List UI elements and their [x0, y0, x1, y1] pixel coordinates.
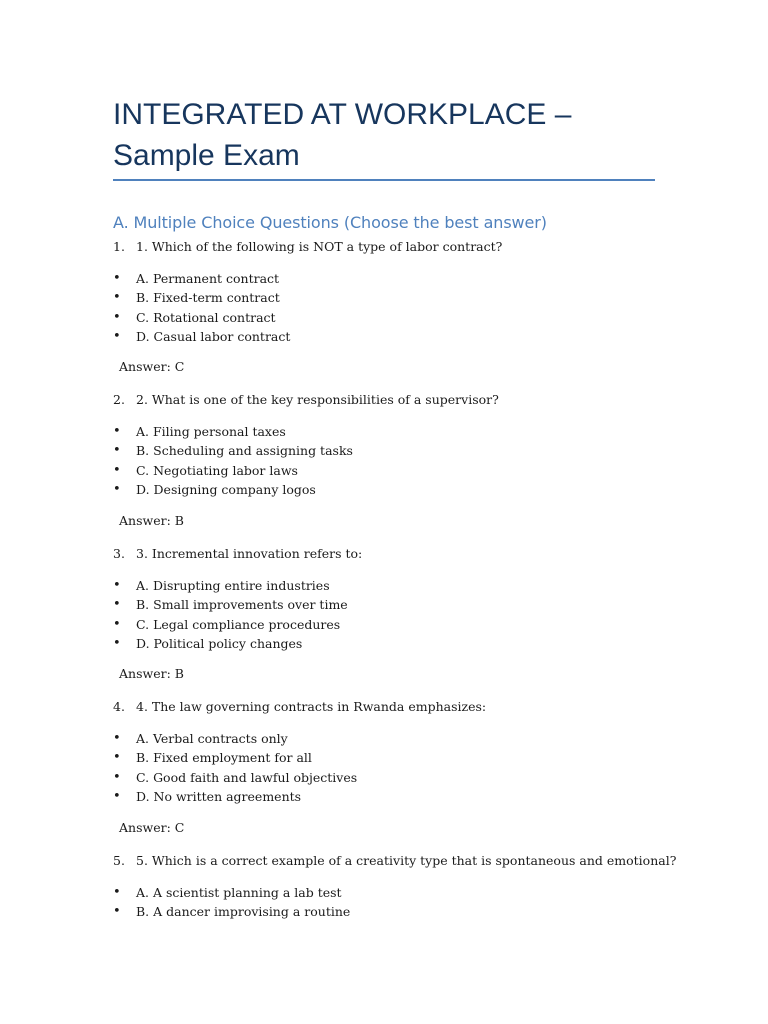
- option-item: [113, 422, 353, 441]
- option-text: D. Casual labor contract: [136, 328, 291, 344]
- option-item: [113, 595, 348, 614]
- question-number: 1.: [113, 239, 125, 254]
- bullet-icon: •: [113, 885, 121, 900]
- option-text: B. Scheduling and assigning tasks: [136, 443, 353, 459]
- bullet-icon: •: [113, 616, 121, 632]
- option-text: B. Fixed-term contract: [136, 290, 280, 306]
- question-1: [113, 238, 502, 256]
- option-text: A. Filing personal taxes: [136, 424, 286, 439]
- bullet-icon: •: [113, 443, 121, 459]
- bullet-icon: •: [113, 597, 121, 613]
- bullet-icon: •: [113, 788, 121, 804]
- option-text: C. Rotational contract: [136, 309, 276, 325]
- option-item: [113, 308, 290, 327]
- option-item: [113, 634, 348, 653]
- answer-1: Answer: C: [119, 359, 185, 374]
- option-text: A. A scientist planning a lab test: [136, 885, 342, 900]
- option-text: C. Good faith and lawful objectives: [136, 769, 358, 785]
- option-text: B. Fixed employment for all: [136, 750, 312, 766]
- option-text: D. No written agreements: [136, 788, 302, 804]
- document-title: INTEGRATED AT WORKPLACE – Sample Exam: [113, 98, 572, 172]
- option-item: [113, 288, 290, 307]
- answer-3: Answer: B: [119, 666, 184, 681]
- section-heading: A. Multiple Choice Questions (Choose the best answer): [113, 213, 547, 232]
- option-item: [113, 269, 290, 288]
- option-text: A. Verbal contracts only: [136, 731, 288, 746]
- question-number: 4.: [113, 699, 125, 714]
- bullet-icon: •: [113, 769, 121, 785]
- option-item: [113, 748, 357, 767]
- question-2: [113, 391, 499, 409]
- options-list-4: [113, 729, 357, 806]
- option-item: [113, 729, 357, 748]
- question-text: 3. Incremental innovation refers to:: [136, 546, 363, 561]
- options-list-1: [113, 269, 290, 346]
- question-text: 1. Which of the following is NOT a type of labor contract?: [136, 239, 503, 254]
- bullet-icon: •: [113, 424, 121, 439]
- option-text: D. Designing company logos: [136, 481, 316, 497]
- option-text: C. Negotiating labor laws: [136, 462, 298, 478]
- question-number: 3.: [113, 546, 125, 561]
- options-list-5: [113, 883, 350, 922]
- option-text: B. Small improvements over time: [136, 597, 348, 613]
- option-item: [113, 768, 357, 787]
- bullet-icon: •: [113, 462, 121, 478]
- question-text: 5. Which is a correct example of a creativity type that is spontaneous and emotional?: [136, 853, 677, 868]
- bullet-icon: •: [113, 731, 121, 746]
- option-item: [113, 787, 357, 806]
- question-text: 4. The law governing contracts in Rwanda emphasizes:: [136, 699, 487, 714]
- option-item: [113, 327, 290, 346]
- option-text: A. Permanent contract: [136, 271, 280, 286]
- option-item: [113, 902, 350, 921]
- options-list-3: [113, 576, 348, 653]
- question-4: [113, 698, 486, 716]
- bullet-icon: •: [113, 309, 121, 325]
- answer-2: Answer: B: [119, 513, 184, 528]
- option-text: A. Disrupting entire industries: [136, 578, 330, 593]
- bullet-icon: •: [113, 328, 121, 344]
- option-item: [113, 461, 353, 480]
- option-item: [113, 576, 348, 595]
- question-text: 2. What is one of the key responsibilities of a supervisor?: [136, 392, 499, 407]
- bullet-icon: •: [113, 290, 121, 306]
- bullet-icon: •: [113, 481, 121, 497]
- option-item: [113, 480, 353, 499]
- question-number: 2.: [113, 392, 125, 407]
- question-3: [113, 545, 362, 563]
- option-text: C. Legal compliance procedures: [136, 616, 341, 632]
- bullet-icon: •: [113, 750, 121, 766]
- option-item: [113, 883, 350, 902]
- question-5: [113, 852, 676, 870]
- bullet-icon: •: [113, 271, 121, 286]
- title-underline: [113, 179, 655, 181]
- bullet-icon: •: [113, 578, 121, 593]
- options-list-2: [113, 422, 353, 499]
- option-item: [113, 615, 348, 634]
- bullet-icon: •: [113, 635, 121, 651]
- option-text: D. Political policy changes: [136, 635, 303, 651]
- answer-4: Answer: C: [119, 820, 185, 835]
- question-number: 5.: [113, 853, 125, 868]
- option-text: B. A dancer improvising a routine: [136, 904, 351, 920]
- option-item: [113, 441, 353, 460]
- bullet-icon: •: [113, 904, 121, 920]
